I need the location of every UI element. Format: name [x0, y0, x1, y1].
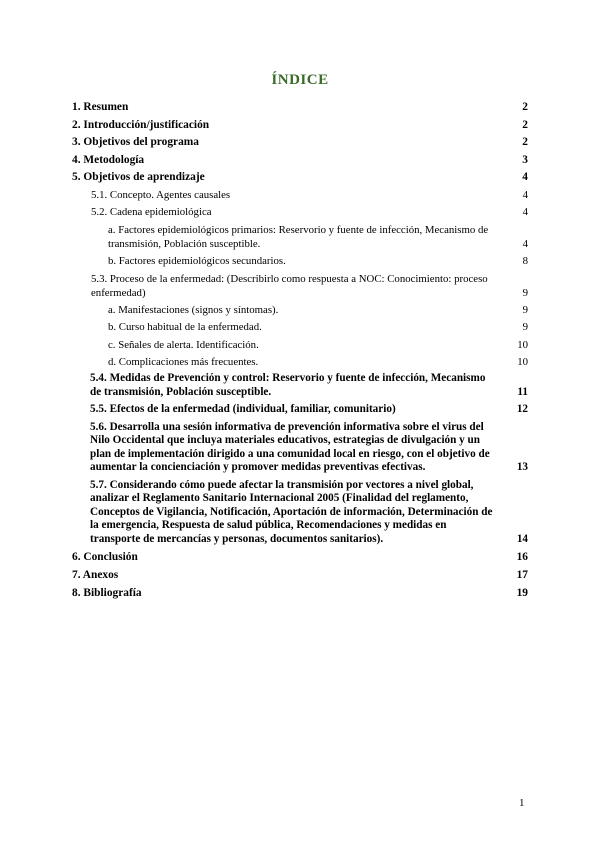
toc-entry-objetivos-aprendizaje[interactable]: [72, 170, 528, 184]
toc-entry-5-3-b[interactable]: [72, 320, 528, 334]
toc-entry-text: a. Factores epidemiológicos primarios: Reservorio y fuente de infección, Mecanismo de transmisión, Población susceptible.: [108, 223, 489, 250]
toc-entry-page: 17: [516, 569, 528, 582]
toc-entry-text: 8. Bibliografía: [72, 586, 142, 599]
toc-entry-text: 5.7. Considerando cómo puede afectar la transmisión por vectores a nivel global, analizar el Reglamento Sanitario Internacional 2005 (Finalidad del reglamento, Conceptos de Vigilancia, Notificación, Aportación de información, Determinación de la emergencia, Respuesta de salud pública, Recomendaciones y medidas en transporte de mercancías y personas, documentos sanitarios).: [90, 478, 493, 545]
toc-entry-text: 5. Objetivos de aprendizaje: [72, 171, 205, 184]
toc-entry-5-7[interactable]: [72, 479, 528, 547]
toc-entry-5-1[interactable]: [72, 188, 528, 202]
toc-entry-page: 4: [522, 171, 528, 184]
toc-entry-text: 5.3. Proceso de la enfermedad: (Describirlo como respuesta a NOC: Conocimiento: proceso enfermedad): [91, 272, 488, 299]
toc-entry-5-4[interactable]: [72, 372, 528, 399]
toc-entry-text: 5.6. Desarrolla una sesión informativa de prevención informativa sobre el virus del Nilo Occidental que incluya materiales educativos, estrategias de divulgación y un plan de implementación dirigido a una comunidad local en riesgo, con el objetivo de aumentar la concienciación y promover medidas preventivas efectivas.: [90, 420, 490, 474]
toc-entry-page: 2: [522, 118, 528, 131]
toc-entry-text: 4. Metodología: [72, 153, 145, 166]
toc-entry-page: 2: [522, 136, 528, 149]
toc-entry-page: 2: [522, 101, 528, 113]
toc-entry-page: 14: [516, 532, 528, 545]
toc-entry-5-3[interactable]: [72, 272, 528, 300]
toc-entry-resumen[interactable]: [72, 100, 528, 114]
toc-entry-text: 5.2. Cadena epidemiológica: [91, 206, 212, 219]
toc-entry-text: a. Manifestaciones (signos y síntomas).: [108, 303, 279, 316]
toc-entry-page: 8: [522, 255, 528, 268]
toc-entry-5-3-c[interactable]: [72, 338, 528, 352]
toc-entry-page: 3: [522, 153, 528, 166]
page-title: ÍNDICE: [271, 72, 329, 88]
toc-entry-page: 9: [522, 286, 528, 299]
toc-entry-page: 10: [517, 338, 528, 351]
toc-entry-metodologia[interactable]: [72, 153, 528, 167]
toc-entry-5-5[interactable]: [72, 403, 528, 417]
toc-entry-page: 13: [516, 461, 528, 474]
toc-entry-text: b. Factores epidemiológicos secundarios.: [108, 255, 286, 268]
toc-entry-text: 5.5. Efectos de la enfermedad (individual, familiar, comunitario): [90, 403, 396, 416]
toc-entry-page: 16: [516, 551, 528, 564]
toc-entry-bibliografia[interactable]: [72, 586, 528, 600]
toc-entry-text: 1. Resumen: [72, 101, 129, 113]
toc-entry-text: 2. Introducción/justificación: [72, 118, 210, 131]
toc-entry-text: d. Complicaciones más frecuentes.: [108, 356, 259, 369]
page-number: 1: [519, 797, 525, 809]
toc-entry-page: 4: [522, 206, 528, 219]
toc-entry-anexos[interactable]: [72, 568, 528, 582]
toc-entry-text: 3. Objetivos del programa: [72, 136, 199, 149]
toc-entry-5-2-a[interactable]: [72, 223, 528, 251]
toc-entry-text: 7. Anexos: [72, 569, 119, 582]
toc-entry-text: b. Curso habitual de la enfermedad.: [108, 321, 262, 334]
toc-entry-page: 4: [522, 237, 528, 250]
toc-entry-introduccion[interactable]: [72, 118, 528, 132]
toc-entry-5-6[interactable]: [72, 421, 528, 475]
toc-entry-page: 19: [516, 586, 528, 599]
toc-entry-page: 9: [522, 303, 528, 316]
toc-entry-objetivos-programa[interactable]: [72, 135, 528, 149]
table-of-contents: [72, 100, 528, 603]
toc-entry-page: 9: [522, 321, 528, 334]
toc-entry-page: 11: [517, 385, 528, 398]
toc-entry-5-3-d[interactable]: [72, 355, 528, 369]
toc-entry-5-3-a[interactable]: [72, 303, 528, 317]
toc-entry-5-2-b[interactable]: [72, 254, 528, 268]
toc-entry-page: 12: [516, 403, 528, 416]
toc-entry-5-2[interactable]: [72, 205, 528, 219]
toc-entry-text: 6. Conclusión: [72, 551, 138, 564]
toc-entry-page: 4: [522, 188, 528, 201]
toc-entry-page: 10: [517, 356, 528, 369]
toc-entry-text: c. Señales de alerta. Identificación.: [108, 338, 259, 351]
toc-entry-text: 5.4. Medidas de Prevención y control: Reservorio y fuente de infección, Mecanismo de transmisión, Población susceptible.: [90, 372, 486, 398]
toc-entry-text: 5.1. Concepto. Agentes causales: [91, 188, 231, 201]
toc-entry-conclusion[interactable]: [72, 550, 528, 564]
